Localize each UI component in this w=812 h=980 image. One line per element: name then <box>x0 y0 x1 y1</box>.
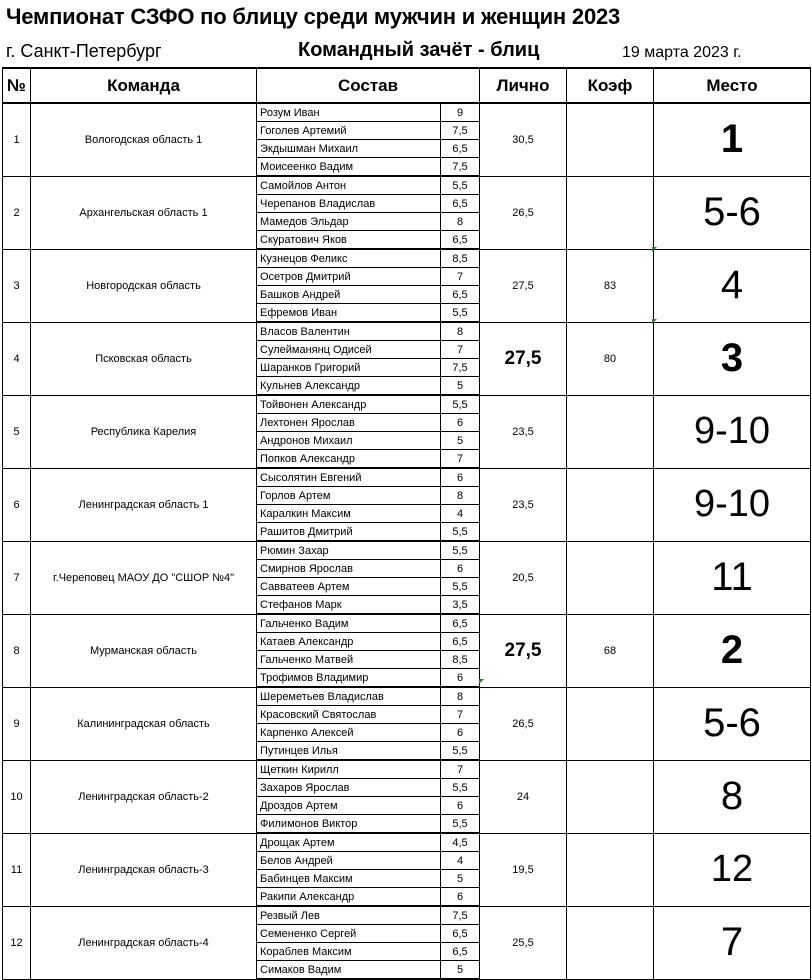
header-place: Место <box>654 68 811 103</box>
player-name: Черепанов Владислав <box>257 195 441 213</box>
team-coef <box>567 103 654 176</box>
player-name: Савватеев Артем <box>257 578 441 596</box>
header-row <box>3 68 811 103</box>
table-row <box>3 249 811 268</box>
team-coef <box>567 687 654 760</box>
player-score: 7,5 <box>441 122 480 140</box>
team-name: Архангельская область 1 <box>31 176 257 249</box>
player-name: Карпенко Алексей <box>257 724 441 742</box>
player-name: Рюмин Захар <box>257 541 441 560</box>
team-points: 27,5 <box>480 614 567 687</box>
player-name: Башков Андрей <box>257 286 441 304</box>
team-number: 2 <box>3 176 31 249</box>
team-name: Калининградская область <box>31 687 257 760</box>
team-name: Ленинградская область-4 <box>31 906 257 979</box>
player-name: Красовский Святослав <box>257 706 441 724</box>
player-name: Захаров Ярослав <box>257 779 441 797</box>
player-score: 5,5 <box>441 395 480 414</box>
player-score: 6,5 <box>441 231 480 250</box>
team-coef: 83 <box>567 249 654 322</box>
player-score: 6 <box>441 560 480 578</box>
player-score: 8 <box>441 687 480 706</box>
player-score: 8 <box>441 322 480 341</box>
team-place: 5-6 <box>654 176 811 249</box>
team-number: 10 <box>3 760 31 833</box>
player-name: Экдышман Михаил <box>257 140 441 158</box>
table-row <box>3 322 811 341</box>
team-points: 25,5 <box>480 906 567 979</box>
team-place: 3 <box>654 322 811 395</box>
team-coef <box>567 833 654 906</box>
team-coef <box>567 176 654 249</box>
player-name: Самойлов Антон <box>257 176 441 195</box>
player-name: Путинцев Илья <box>257 742 441 761</box>
table-row <box>3 468 811 487</box>
player-score: 4 <box>441 852 480 870</box>
team-number: 1 <box>3 103 31 176</box>
team-name: Республика Карелия <box>31 395 257 468</box>
player-name: Власов Валентин <box>257 322 441 341</box>
player-name: Скуратович Яков <box>257 231 441 250</box>
team-coef <box>567 541 654 614</box>
player-score: 5,5 <box>441 304 480 323</box>
player-score: 7 <box>441 450 480 469</box>
player-name: Мамедов Эльдар <box>257 213 441 231</box>
player-score: 6,5 <box>441 614 480 633</box>
player-score: 7,5 <box>441 906 480 925</box>
player-score: 6,5 <box>441 925 480 943</box>
player-score: 7 <box>441 341 480 359</box>
team-name: Псковская область <box>31 322 257 395</box>
team-points: 26,5 <box>480 176 567 249</box>
player-score: 6 <box>441 888 480 907</box>
team-points: 19,5 <box>480 833 567 906</box>
player-score: 6 <box>441 724 480 742</box>
player-score: 7,5 <box>441 158 480 177</box>
player-score: 6 <box>441 669 480 688</box>
player-score: 4 <box>441 505 480 523</box>
team-place: 9-10 <box>654 468 811 541</box>
team-place: 11 <box>654 541 811 614</box>
player-name: Гоголев Артемий <box>257 122 441 140</box>
player-name: Бабинцев Максим <box>257 870 441 888</box>
team-place: 4 <box>654 249 811 322</box>
table-row <box>3 687 811 706</box>
player-name: Моисеенко Вадим <box>257 158 441 177</box>
header-num: № <box>3 68 31 103</box>
player-score: 8,5 <box>441 651 480 669</box>
player-name: Кузнецов Феликс <box>257 249 441 268</box>
player-name: Тойвонен Александр <box>257 395 441 414</box>
team-number: 4 <box>3 322 31 395</box>
team-coef <box>567 906 654 979</box>
table-row <box>3 833 811 852</box>
player-score: 7 <box>441 760 480 779</box>
player-name: Ракипи Александр <box>257 888 441 907</box>
header-team: Команда <box>31 68 257 103</box>
team-coef: 68 <box>567 614 654 687</box>
team-number: 8 <box>3 614 31 687</box>
player-name: Симаков Вадим <box>257 961 441 980</box>
player-score: 6,5 <box>441 633 480 651</box>
header-roster: Состав <box>257 68 480 103</box>
player-score: 5,5 <box>441 815 480 834</box>
cell-marker <box>479 679 484 684</box>
player-score: 6,5 <box>441 286 480 304</box>
player-score: 5 <box>441 961 480 980</box>
player-score: 5,5 <box>441 541 480 560</box>
player-name: Гальченко Вадим <box>257 614 441 633</box>
team-place: 12 <box>654 833 811 906</box>
team-points: 30,5 <box>480 103 567 176</box>
player-score: 5,5 <box>441 176 480 195</box>
team-points: 23,5 <box>480 468 567 541</box>
team-number: 11 <box>3 833 31 906</box>
player-name: Каралкин Максим <box>257 505 441 523</box>
player-name: Щеткин Кирилл <box>257 760 441 779</box>
player-score: 5 <box>441 432 480 450</box>
date-label: 19 марта 2023 г. <box>622 44 742 61</box>
table-row <box>3 614 811 633</box>
player-score: 7 <box>441 706 480 724</box>
player-name: Горлов Артем <box>257 487 441 505</box>
player-name: Лехтонен Ярослав <box>257 414 441 432</box>
page-title: Чемпионат СЗФО по блицу среди мужчин и женщин 2023 <box>6 4 621 29</box>
team-number: 12 <box>3 906 31 979</box>
team-place: 2 <box>654 614 811 687</box>
cell-marker <box>652 319 657 324</box>
team-points: 27,5 <box>480 249 567 322</box>
team-name: Ленинградская область-2 <box>31 760 257 833</box>
player-score: 3,5 <box>441 596 480 615</box>
player-score: 5,5 <box>441 578 480 596</box>
team-name: г.Череповец МАОУ ДО "СШОР №4" <box>31 541 257 614</box>
player-score: 4,5 <box>441 833 480 852</box>
player-score: 6,5 <box>441 943 480 961</box>
player-score: 5,5 <box>441 523 480 542</box>
player-name: Кульнев Александр <box>257 377 441 396</box>
player-score: 8 <box>441 213 480 231</box>
team-number: 9 <box>3 687 31 760</box>
team-name: Новгородская область <box>31 249 257 322</box>
player-name: Стефанов Марк <box>257 596 441 615</box>
player-score: 6,5 <box>441 140 480 158</box>
player-name: Филимонов Виктор <box>257 815 441 834</box>
player-name: Гальченко Матвей <box>257 651 441 669</box>
results-table <box>2 67 811 980</box>
player-name: Сысолятин Евгений <box>257 468 441 487</box>
player-score: 7,5 <box>441 359 480 377</box>
player-score: 5 <box>441 377 480 396</box>
player-score: 5,5 <box>441 779 480 797</box>
player-name: Семененко Сергей <box>257 925 441 943</box>
team-place: 1 <box>654 103 811 176</box>
player-score: 5,5 <box>441 742 480 761</box>
team-points: 24 <box>480 760 567 833</box>
team-place: 8 <box>654 760 811 833</box>
player-name: Андронов Михаил <box>257 432 441 450</box>
table-row <box>3 395 811 414</box>
team-points: 26,5 <box>480 687 567 760</box>
team-name: Ленинградская область 1 <box>31 468 257 541</box>
header-coef: Коэф <box>567 68 654 103</box>
team-number: 6 <box>3 468 31 541</box>
player-name: Шереметьев Владислав <box>257 687 441 706</box>
team-number: 5 <box>3 395 31 468</box>
team-place: 5-6 <box>654 687 811 760</box>
header-points: Лично <box>480 68 567 103</box>
team-number: 7 <box>3 541 31 614</box>
team-points: 27,5 <box>480 322 567 395</box>
team-name: Вологодская область 1 <box>31 103 257 176</box>
table-row <box>3 176 811 195</box>
player-score: 6 <box>441 797 480 815</box>
team-coef <box>567 760 654 833</box>
results-body <box>3 103 811 979</box>
player-name: Сулейманянц Одисей <box>257 341 441 359</box>
player-name: Ефремов Иван <box>257 304 441 323</box>
player-score: 7 <box>441 268 480 286</box>
player-name: Резвый Лев <box>257 906 441 925</box>
player-name: Катаев Александр <box>257 633 441 651</box>
team-coef <box>567 395 654 468</box>
table-row <box>3 906 811 925</box>
player-score: 8,5 <box>441 249 480 268</box>
player-score: 9 <box>441 103 480 122</box>
player-score: 6 <box>441 468 480 487</box>
player-name: Кораблев Максим <box>257 943 441 961</box>
player-score: 8 <box>441 487 480 505</box>
city-label: г. Санкт-Петербург <box>6 41 162 61</box>
player-name: Трофимов Владимир <box>257 669 441 688</box>
team-place: 7 <box>654 906 811 979</box>
player-name: Рашитов Дмитрий <box>257 523 441 542</box>
page-subtitle: Командный зачёт - блиц <box>298 39 540 61</box>
team-points: 23,5 <box>480 395 567 468</box>
table-row <box>3 103 811 122</box>
cell-marker <box>652 247 657 252</box>
table-row <box>3 760 811 779</box>
player-score: 5 <box>441 870 480 888</box>
team-name: Ленинградская область-3 <box>31 833 257 906</box>
table-row <box>3 541 811 560</box>
player-name: Шаранков Григорий <box>257 359 441 377</box>
team-place: 9-10 <box>654 395 811 468</box>
player-name: Белов Андрей <box>257 852 441 870</box>
player-name: Осетров Дмитрий <box>257 268 441 286</box>
team-name: Мурманская область <box>31 614 257 687</box>
player-score: 6 <box>441 414 480 432</box>
team-number: 3 <box>3 249 31 322</box>
player-name: Дроздов Артем <box>257 797 441 815</box>
player-name: Дрощак Артем <box>257 833 441 852</box>
player-score: 6,5 <box>441 195 480 213</box>
player-name: Смирнов Ярослав <box>257 560 441 578</box>
player-name: Розум Иван <box>257 103 441 122</box>
team-coef: 80 <box>567 322 654 395</box>
player-name: Попков Александр <box>257 450 441 469</box>
team-points: 20,5 <box>480 541 567 614</box>
team-coef <box>567 468 654 541</box>
